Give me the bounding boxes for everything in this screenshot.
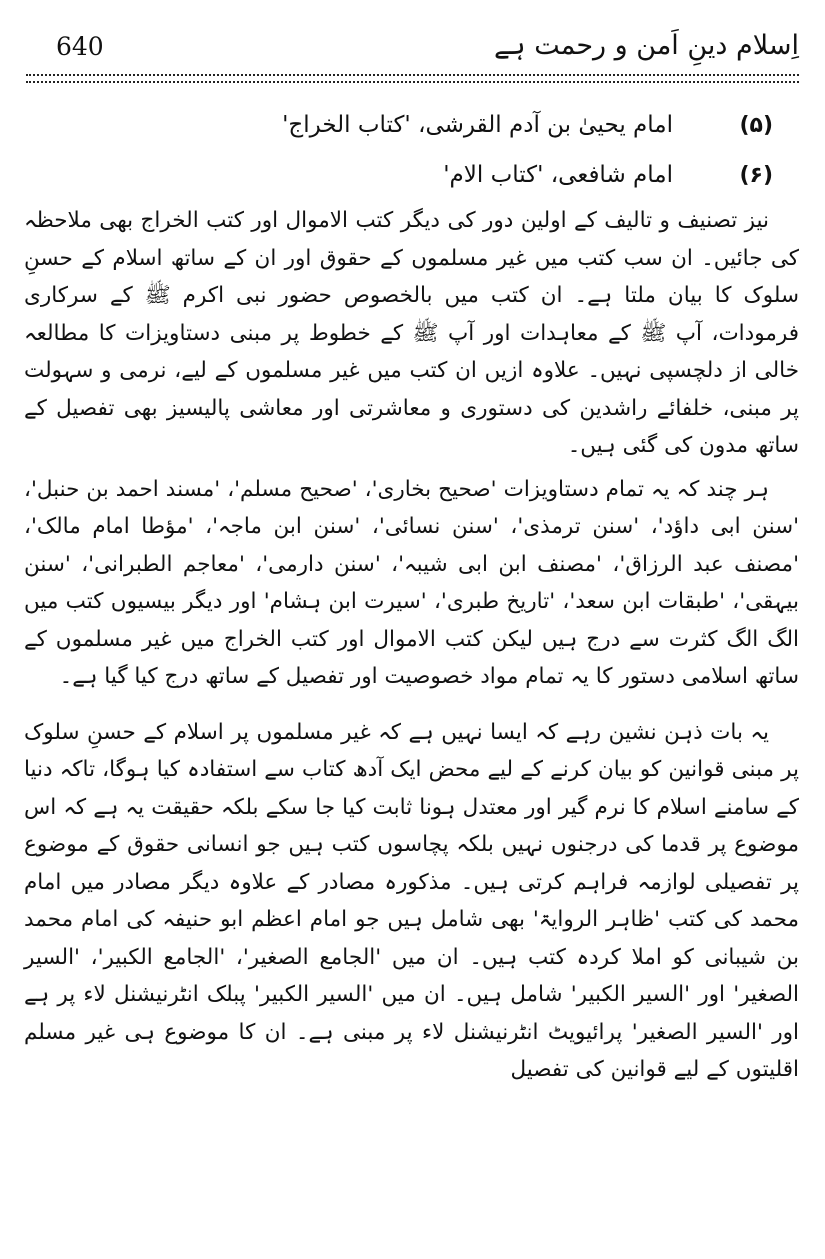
reference-item bbox=[60, 100, 773, 150]
reference-number: (۶) bbox=[739, 162, 773, 188]
paragraph: نیز تصنیف و تالیف کے اولین دور کی دیگر کتب الاموال اور کتب الخراج بھی ملاحظہ کی جائیں۔ ان سب کتب میں غیر مسلموں کے حقوق اور ان کے ساتھ اسلام کے حسنِ سلوک کا بیان ملتا ہے۔ ان کتب میں بالخصوص حضور نبی اکرم ﷺ کے سرکاری فرمودات، آپ ﷺ کے معاہدات اور آپ ﷺ کے خطوط پر مبنی دستاویزات کا مطالعہ خالی از دلچسپی نہیں۔ علاوہ ازیں ان کتب میں غیر مسلموں کے لیے، نرمی و سہولت پر مبنی، خلفائے راشدین کی دستوری و معاشرتی اور معاشی پالیسیز بھی تفصیل کے ساتھ مدون کی گئی ہیں۔ bbox=[24, 208, 799, 458]
page-header bbox=[26, 22, 799, 72]
reference-text: امام یحییٰ بن آدم القرشی، 'کتاب الخراج' bbox=[282, 112, 673, 138]
body-text bbox=[24, 202, 799, 1089]
running-title: اِسلام دینِ اَمن و رحمت ہے bbox=[493, 30, 799, 61]
reference-item bbox=[60, 150, 773, 200]
reference-list bbox=[60, 100, 773, 200]
header-divider bbox=[26, 74, 799, 83]
page-number: 640 bbox=[56, 32, 104, 61]
reference-text: امام شافعی، 'کتاب الام' bbox=[443, 162, 673, 188]
paragraph: یہ بات ذہن نشین رہے کہ ایسا نہیں ہے کہ غیر مسلموں پر اسلام کے حسنِ سلوک پر مبنی قوانین کو بیان کرنے کے لیے محض ایک آدھ کتاب سے استفادہ کیا ہوگا، تاکہ دنیا کے سامنے اسلام کا نرم گیر اور معتدل ہونا ثابت کیا جا سکے بلکہ حقیقت یہ ہے کہ اس موضوع پر قدما کی درجنوں نہیں بلکہ پچاسوں کتب ہیں جو انسانی حقوق کے موضوع پر تفصیلی لوازمہ فراہم کرتی ہیں۔ مذکورہ مصادر کے علاوہ دیگر مصادر میں امام محمد کی کتب 'ظاہر الروایۃ' بھی شامل ہیں جو امام اعظم ابو حنیفہ کی امام محمد بن شیبانی کو املا کردہ کتب ہیں۔ ان میں 'الجامع الصغیر'، 'الجامع الکبیر'، 'السیر الصغیر' اور 'السیر الکبیر' شامل ہیں۔ ان میں 'السیر الکبیر' پبلک انٹرنیشنل لاء پر ہے اور 'السیر الصغیر' پرائیویٹ انٹرنیشنل لاء پر مبنی ہے۔ ان کا موضوع ہی غیر مسلم اقلیتوں کے لیے قوانین کی تفصیل bbox=[24, 719, 799, 1082]
reference-number: (۵) bbox=[739, 112, 773, 138]
paragraph: ہر چند کہ یہ تمام دستاویزات 'صحیح بخاری'، 'صحیح مسلم'، 'مسند احمد بن حنبل'، 'سنن ابی داؤد'، 'سنن ترمذی'، 'سنن نسائی'، 'سنن ابن ماجہ'، 'مؤطا امام مالک'، 'مصنف عبد الرزاق'، 'مصنف ابن ابی شیبہ'، 'سنن دارمی'، 'معاجم الطبرانی'، 'سنن بیہقی'، 'طبقات ابن سعد'، 'تاریخ طبری'، 'سیرت ابن ہشام' اور دیگر بیسیوں کتب میں الگ الگ کثرت سے درج ہیں لیکن کتب الاموال اور کتب الخراج میں غیر مسلموں کے ساتھ اسلامی دستور کا یہ تمام مواد خصوصیت اور تفصیل کے ساتھ درج کیا گیا ہے۔ bbox=[24, 476, 799, 689]
